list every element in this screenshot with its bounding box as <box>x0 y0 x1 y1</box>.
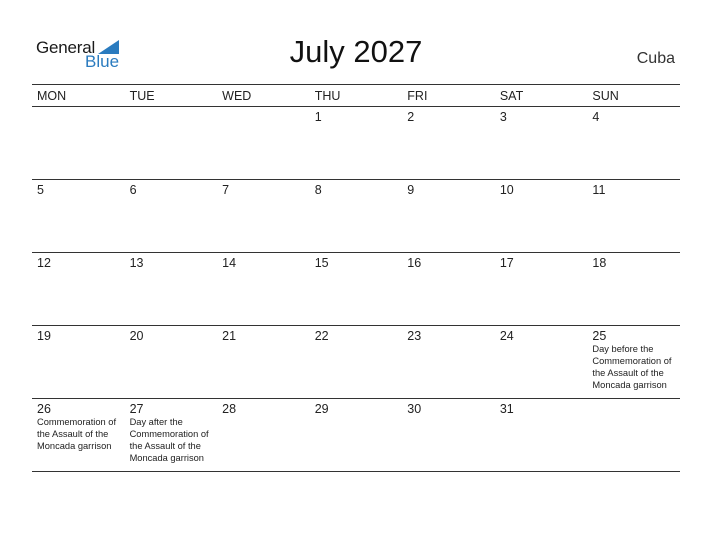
day-cell <box>125 180 218 252</box>
holiday-label: Day after the Commemoration of the Assault of the Moncada garrison <box>129 417 209 463</box>
day-number: 3 <box>499 110 507 124</box>
day-cell <box>402 253 495 325</box>
day-number: 25 <box>592 329 607 343</box>
day-cell <box>402 399 495 471</box>
logo-blue-text: Blue <box>85 52 120 71</box>
weekday-header-row <box>32 84 680 107</box>
day-cell <box>217 107 310 179</box>
day-number: 2 <box>407 110 415 124</box>
day-cell <box>125 326 218 398</box>
day-cell <box>32 180 125 252</box>
calendar-grid <box>32 84 680 472</box>
day-cell <box>402 326 495 398</box>
weekday-header-sun: SUN <box>592 89 619 103</box>
weekday-header-sat: SAT <box>499 89 524 103</box>
holiday-label: Commemoration of the Assault of the Moncada garrison <box>37 417 117 451</box>
day-cell <box>310 107 403 179</box>
page-title: July 2027 <box>289 34 423 69</box>
day-number: 21 <box>222 329 237 343</box>
day-cell <box>32 253 125 325</box>
day-cell <box>310 253 403 325</box>
weekday-header-mon: MON <box>37 89 67 103</box>
day-number: 22 <box>314 329 329 343</box>
day-number: 4 <box>592 110 600 124</box>
day-number: 9 <box>407 183 415 197</box>
day-number: 14 <box>222 256 237 270</box>
day-number: 5 <box>37 183 44 197</box>
day-cell <box>32 107 125 179</box>
weekday-header-thu: THU <box>314 89 341 103</box>
day-number: 26 <box>37 402 51 416</box>
day-cell <box>495 253 588 325</box>
day-cell <box>310 399 403 471</box>
day-number: 10 <box>499 183 514 197</box>
day-cell <box>217 326 310 398</box>
day-number: 28 <box>222 402 237 416</box>
day-number: 24 <box>499 329 514 343</box>
day-number: 20 <box>129 329 144 343</box>
day-cell <box>402 107 495 179</box>
logo-general-text: General <box>36 38 96 57</box>
day-cell <box>495 107 588 179</box>
day-number: 12 <box>37 256 51 270</box>
day-number: 13 <box>129 256 144 270</box>
day-number: 31 <box>499 402 514 416</box>
day-cell <box>32 326 125 398</box>
weekday-header-tue: TUE <box>129 89 155 103</box>
holiday-label: Day before the Commemoration of the Assault of the Moncada garrison <box>592 344 672 390</box>
day-number: 19 <box>37 329 51 343</box>
day-number: 27 <box>129 402 144 416</box>
day-number: 16 <box>407 256 422 270</box>
day-cell <box>310 180 403 252</box>
day-cell <box>217 180 310 252</box>
day-cell <box>495 180 588 252</box>
weekday-header-fri: FRI <box>407 89 428 103</box>
week-row <box>32 253 680 326</box>
country-label: Cuba <box>636 50 675 67</box>
day-cell <box>217 253 310 325</box>
week-row <box>32 107 680 180</box>
day-number: 23 <box>407 329 422 343</box>
weeks-container <box>32 107 680 472</box>
day-number: 15 <box>314 256 329 270</box>
day-number: 17 <box>499 256 514 270</box>
day-cell <box>125 399 218 471</box>
day-cell <box>402 180 495 252</box>
day-number: 11 <box>592 183 606 197</box>
day-number: 7 <box>222 183 230 197</box>
day-cell <box>495 326 588 398</box>
day-cell <box>587 399 680 471</box>
weekday-header-wed: WED <box>222 89 252 103</box>
day-cell <box>125 253 218 325</box>
day-cell <box>587 326 680 398</box>
day-cell <box>495 399 588 471</box>
day-number: 1 <box>314 110 322 124</box>
day-cell <box>217 399 310 471</box>
day-cell <box>32 399 125 471</box>
day-number: 6 <box>129 183 137 197</box>
day-number: 30 <box>407 402 422 416</box>
day-cell <box>125 107 218 179</box>
day-cell <box>587 253 680 325</box>
week-row <box>32 326 680 399</box>
day-number: 29 <box>314 402 329 416</box>
week-row <box>32 399 680 472</box>
day-number: 8 <box>314 183 322 197</box>
week-row <box>32 180 680 253</box>
day-cell <box>310 326 403 398</box>
day-number: 18 <box>592 256 607 270</box>
day-cell <box>587 107 680 179</box>
day-cell <box>587 180 680 252</box>
